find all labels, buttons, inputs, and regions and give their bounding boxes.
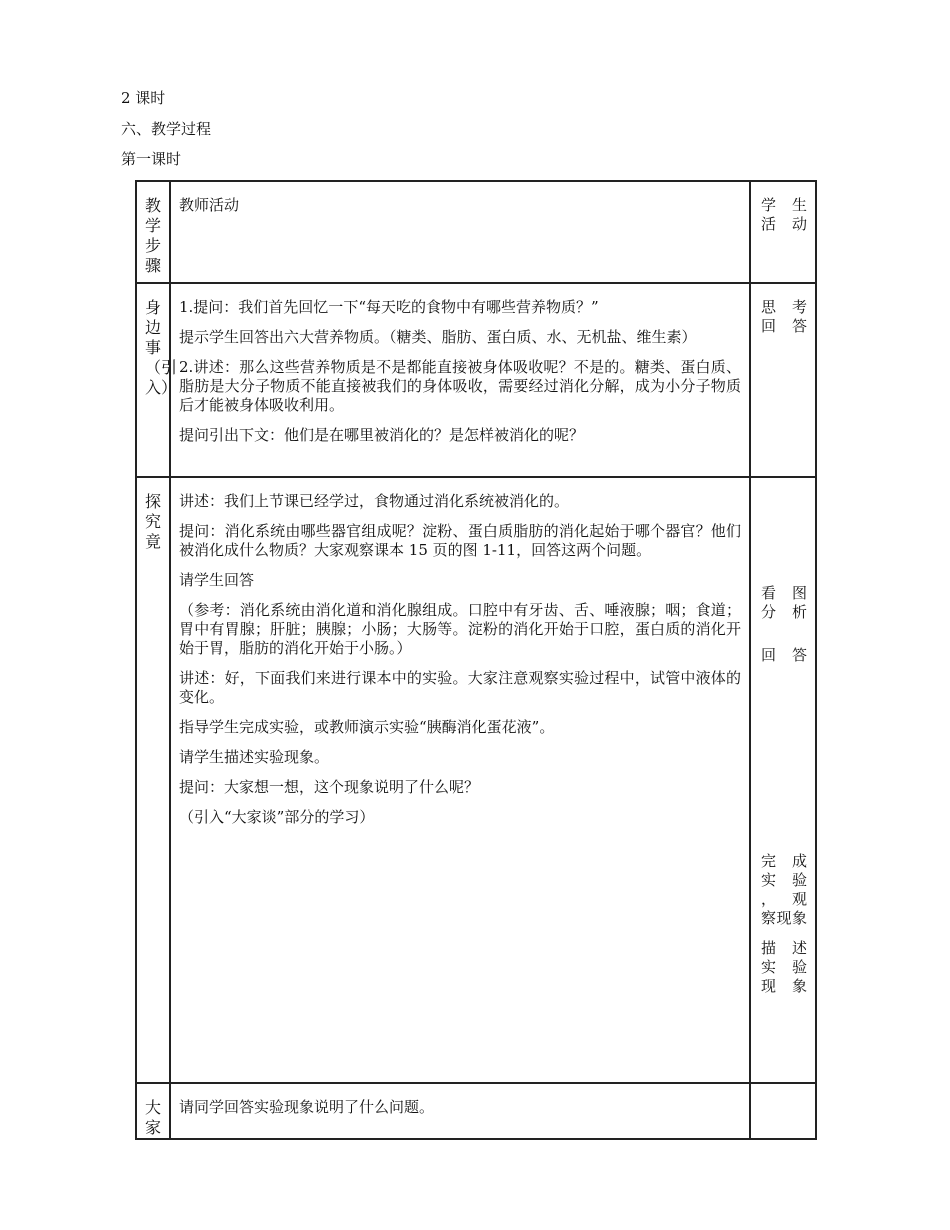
step-label: 身边事（引入） — [145, 298, 178, 397]
student-activity: 看 图分析 — [761, 584, 807, 621]
table-row — [136, 477, 816, 1083]
step-label: 大家 — [145, 1098, 162, 1137]
teaching-process-table — [135, 180, 817, 1140]
student-cell — [750, 1083, 816, 1139]
teacher-text: 讲述：好，下面我们来进行课本中的实验。大家注意观察实验过程中，试管中液体的变化。 — [179, 669, 741, 706]
teacher-text: 提示学生回答出六大营养物质。（糖类、脂肪、蛋白质、水、无机盐、维生素） — [179, 328, 697, 346]
step-header-cell — [136, 181, 170, 283]
teacher-text: （参考：消化系统由消化道和消化腺组成。口腔中有牙齿、舌、唾液腺；咽；食道；胃中有胃腺；肝脏；胰腺；小肠；大肠等。淀粉的消化开始于口腔，蛋白质的消化开始于胃，脂肪的消化开始于小肠。） — [179, 601, 741, 657]
table-row — [136, 283, 816, 477]
teacher-text: 提问引出下文：他们是在哪里被消化的？是怎样被消化的呢？ — [179, 426, 585, 444]
student-cell — [750, 283, 816, 477]
student-header-cell — [750, 181, 816, 283]
teacher-text: （引入“大家谈”部分的学习） — [179, 808, 375, 826]
table-row — [136, 1083, 816, 1139]
student-activity: 完 成实 验 ，观 察现象 — [761, 852, 807, 927]
course-hours: 2 课时 — [121, 89, 166, 107]
teacher-text: 请同学回答实验现象说明了什么问题。 — [179, 1098, 435, 1116]
teacher-cell — [170, 283, 750, 477]
teacher-text: 提问：消化系统由哪些器官组成呢？淀粉、蛋白质脂肪的消化起始于哪个器官？他们被消化成什么物质？大家观察课本 15 页的图 1-11，回答这两个问题。 — [179, 522, 741, 559]
step-cell — [136, 283, 178, 477]
teacher-text: 请学生回答 — [179, 571, 255, 589]
student-header: 学 生活动 — [761, 196, 807, 233]
step-cell — [136, 1083, 170, 1139]
section-heading: 六、教学过程 — [121, 120, 212, 138]
teacher-header: 教师活动 — [179, 196, 240, 214]
teacher-cell — [170, 477, 750, 1083]
step-label: 探究竟 — [145, 492, 162, 551]
student-activity: 描 述实 验现象 — [761, 939, 807, 995]
student-activity: 思 考回答 — [761, 298, 807, 335]
teacher-text: 1.提问：我们首先回忆一下“每天吃的食物中有哪些营养物质？” — [179, 298, 599, 316]
teacher-header-cell — [170, 181, 750, 283]
teacher-text: 讲述：我们上节课已经学过，食物通过消化系统被消化的。 — [179, 492, 570, 510]
teacher-text: 请学生描述实验现象。 — [179, 748, 330, 766]
student-activity: 回答 — [761, 646, 807, 664]
lesson-heading: 第一课时 — [121, 150, 182, 168]
student-cell — [750, 477, 816, 1083]
teacher-text: 指导学生完成实验，或教师演示实验“胰酶消化蛋花液”。 — [179, 718, 555, 736]
step-header: 教学步骤 — [145, 196, 162, 275]
teacher-text: 提问：大家想一想，这个现象说明了什么呢？ — [179, 778, 480, 796]
teacher-cell — [170, 1083, 750, 1139]
teacher-text: 2.讲述：那么这些营养物质是不是都能直接被身体吸收呢？不是的。糖类、蛋白质、脂肪是大分子物质不能直接被我们的身体吸收，需要经过消化分解，成为小分子物质后才能被身体吸收利用。 — [179, 358, 741, 414]
table-header-row — [136, 181, 816, 283]
step-cell — [136, 477, 170, 1083]
